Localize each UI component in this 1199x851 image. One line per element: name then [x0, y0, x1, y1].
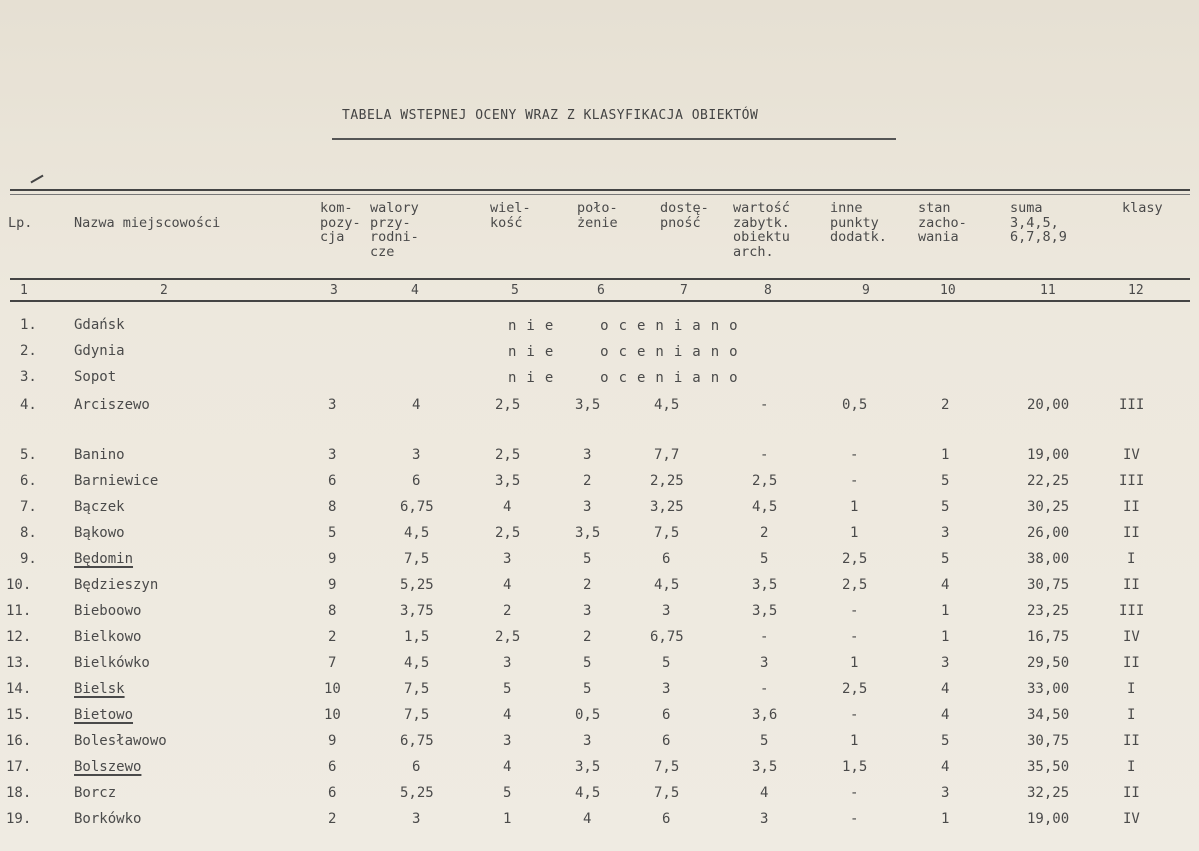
table-cell: 3 — [583, 733, 592, 749]
table-cell: 6 — [328, 759, 337, 775]
table-cell: 9 — [328, 551, 337, 567]
table-cell: 2 — [583, 629, 592, 645]
table-cell: 5 — [503, 681, 512, 697]
table-cell: 5 — [583, 551, 592, 567]
table-cell: 5,25 — [400, 577, 434, 593]
table-cell: 33,00 — [1027, 681, 1070, 697]
table-cell: 5 — [941, 473, 950, 489]
place-name: Bąkowo — [74, 525, 125, 541]
column-header: kom- pozy- cja — [320, 200, 361, 245]
table-cell: 3 — [941, 525, 950, 541]
column-header: stan zacho- wania — [918, 200, 967, 245]
table-cell: 8 — [328, 499, 337, 515]
table-cell: 2,5 — [842, 551, 868, 567]
row-number: 10. — [6, 577, 32, 593]
table-cell: 19,00 — [1027, 811, 1070, 827]
table-cell: 3,75 — [400, 603, 434, 619]
table-cell: 3 — [583, 447, 592, 463]
table-cell: 3,5 — [575, 397, 601, 413]
table-cell: 3,5 — [752, 577, 778, 593]
table-cell: 1,5 — [404, 629, 430, 645]
table-cell: II — [1123, 499, 1140, 515]
row-number: 14. — [6, 681, 32, 697]
place-name: Bielkowo — [74, 629, 142, 645]
row-number: 4. — [20, 397, 37, 413]
table-cell: 2 — [941, 397, 950, 413]
place-name: Arciszewo — [74, 397, 150, 413]
table-cell: 23,25 — [1027, 603, 1070, 619]
column-header: inne punkty dodatk. — [830, 200, 887, 245]
table-cell: 3,6 — [752, 707, 778, 723]
table-cell: 6 — [412, 759, 421, 775]
row-number: 2. — [20, 343, 37, 359]
table-cell: 3,5 — [575, 525, 601, 541]
table-cell: 2 — [328, 629, 337, 645]
pen-mark — [30, 175, 43, 184]
table-cell: 1,5 — [842, 759, 868, 775]
table-cell: I — [1127, 759, 1136, 775]
table-cell: 3 — [760, 811, 769, 827]
column-number: 11 — [1040, 283, 1056, 298]
table-cell: 4,5 — [654, 397, 680, 413]
table-cell: 1 — [941, 447, 950, 463]
table-cell: 32,25 — [1027, 785, 1070, 801]
table-cell: 2,5 — [495, 629, 521, 645]
table-cell: 0,5 — [842, 397, 868, 413]
column-header: poło- żenie — [577, 200, 618, 231]
table-cell: - — [760, 397, 769, 413]
table-cell: 5 — [760, 551, 769, 567]
column-header: suma 3,4,5, 6,7,8,9 — [1010, 200, 1067, 245]
row-number: 5. — [20, 447, 37, 463]
table-cell: 2 — [503, 603, 512, 619]
row-number: 7. — [20, 499, 37, 515]
place-name: Borkówko — [74, 811, 142, 827]
table-cell: 5 — [583, 681, 592, 697]
table-cell: - — [850, 447, 859, 463]
table-cell: 3 — [941, 785, 950, 801]
table-cell: IV — [1123, 811, 1140, 827]
column-number: 2 — [160, 283, 168, 298]
table-cell: 30,75 — [1027, 733, 1070, 749]
title-underline — [332, 138, 896, 140]
column-number: 3 — [330, 283, 338, 298]
table-cell: III — [1119, 473, 1145, 489]
table-cell: II — [1123, 733, 1140, 749]
table-cell: - — [850, 811, 859, 827]
table-top-rule — [10, 189, 1190, 191]
table-cell: 5,25 — [400, 785, 434, 801]
column-header: wiel- kość — [490, 200, 531, 231]
table-cell: 34,50 — [1027, 707, 1070, 723]
table-cell: 2 — [328, 811, 337, 827]
table-cell: 6 — [328, 473, 337, 489]
table-cell: 2 — [583, 473, 592, 489]
place-name: Bolszewo — [74, 759, 142, 775]
table-cell: 9 — [328, 733, 337, 749]
table-cell: 7,5 — [654, 785, 680, 801]
table-cell: 7,5 — [654, 525, 680, 541]
table-cell: 3 — [662, 603, 671, 619]
place-name: Sopot — [74, 369, 117, 385]
table-cell: 3 — [662, 681, 671, 697]
table-cell: 4 — [941, 577, 950, 593]
table-cell: IV — [1123, 447, 1140, 463]
row-number: 8. — [20, 525, 37, 541]
table-cell: 7,7 — [654, 447, 680, 463]
place-name: Banino — [74, 447, 125, 463]
table-cell: 7,5 — [404, 551, 430, 567]
place-name: Bączek — [74, 499, 125, 515]
table-cell: 6,75 — [400, 499, 434, 515]
table-cell: 4 — [941, 681, 950, 697]
column-number: 9 — [862, 283, 870, 298]
place-name: Gdynia — [74, 343, 125, 359]
column-number: 7 — [680, 283, 688, 298]
row-number: 13. — [6, 655, 32, 671]
place-name: Borcz — [74, 785, 117, 801]
column-header: walory przy- rodni- cze — [370, 200, 419, 260]
table-cell: 7 — [328, 655, 337, 671]
table-cell: I — [1127, 707, 1136, 723]
table-cell: 4 — [503, 759, 512, 775]
table-cell: 10 — [324, 681, 341, 697]
row-number: 19. — [6, 811, 32, 827]
place-name: Bietowo — [74, 707, 134, 723]
table-cell: 6,75 — [400, 733, 434, 749]
place-name: Bielsk — [74, 681, 125, 697]
table-cell: 3 — [503, 655, 512, 671]
table-cell: 1 — [850, 525, 859, 541]
row-number: 1. — [20, 317, 37, 333]
table-cell: - — [850, 785, 859, 801]
table-cell: 0,5 — [575, 707, 601, 723]
table-cell: 2,25 — [650, 473, 684, 489]
table-cell: 3 — [328, 447, 337, 463]
table-cell: 4 — [941, 759, 950, 775]
row-number: 6. — [20, 473, 37, 489]
row-number: 17. — [6, 759, 32, 775]
column-header: Lp. — [8, 215, 33, 231]
column-header: wartość zabytk. obiektu arch. — [733, 200, 790, 260]
table-cell: 20,00 — [1027, 397, 1070, 413]
table-cell: 6 — [412, 473, 421, 489]
table-cell: 4 — [583, 811, 592, 827]
table-cell: 4,5 — [752, 499, 778, 515]
table-cell: - — [850, 707, 859, 723]
table-cell: 3 — [583, 603, 592, 619]
table-cell: II — [1123, 525, 1140, 541]
table-cell: 7,5 — [654, 759, 680, 775]
table-cell: 5 — [760, 733, 769, 749]
table-cell: 1 — [850, 499, 859, 515]
row-number: 11. — [6, 603, 32, 619]
column-number: 1 — [20, 283, 28, 298]
table-cell: 4 — [412, 397, 421, 413]
table-cell: 26,00 — [1027, 525, 1070, 541]
table-cell: 2,5 — [495, 397, 521, 413]
table-cell: 19,00 — [1027, 447, 1070, 463]
table-cell: 2,5 — [842, 681, 868, 697]
table-cell: 4 — [503, 499, 512, 515]
table-cell: 3 — [412, 811, 421, 827]
table-cell: 6,75 — [650, 629, 684, 645]
table-cell: 1 — [941, 603, 950, 619]
table-cell: 2,5 — [842, 577, 868, 593]
table-cell: 5 — [941, 551, 950, 567]
header-bottom-rule — [10, 278, 1190, 280]
table-cell: 3,25 — [650, 499, 684, 515]
row-number: 15. — [6, 707, 32, 723]
table-cell: 4,5 — [654, 577, 680, 593]
table-cell: 35,50 — [1027, 759, 1070, 775]
table-cell: 5 — [503, 785, 512, 801]
table-cell: 7,5 — [404, 707, 430, 723]
table-cell: 4 — [941, 707, 950, 723]
not-rated-note: nie oceniano — [508, 318, 748, 334]
table-cell: 3 — [503, 551, 512, 567]
table-cell: - — [760, 447, 769, 463]
table-cell: 5 — [941, 499, 950, 515]
table-cell: - — [760, 681, 769, 697]
place-name: Gdańsk — [74, 317, 125, 333]
place-name: Będzieszyn — [74, 577, 159, 593]
table-cell: 2,5 — [495, 525, 521, 541]
table-cell: 3,5 — [495, 473, 521, 489]
table-cell: 1 — [850, 655, 859, 671]
table-cell: 1 — [941, 629, 950, 645]
table-cell: - — [850, 629, 859, 645]
table-cell: 6 — [662, 551, 671, 567]
table-cell: IV — [1123, 629, 1140, 645]
table-top-rule-2 — [10, 194, 1190, 195]
table-cell: 4 — [503, 577, 512, 593]
table-cell: 4,5 — [404, 525, 430, 541]
table-cell: 3 — [503, 733, 512, 749]
row-number: 12. — [6, 629, 32, 645]
table-cell: 29,50 — [1027, 655, 1070, 671]
column-number: 4 — [411, 283, 419, 298]
table-cell: 6 — [662, 733, 671, 749]
table-cell: 8 — [328, 603, 337, 619]
table-cell: 30,25 — [1027, 499, 1070, 515]
table-cell: 4,5 — [575, 785, 601, 801]
table-cell: 3,5 — [752, 759, 778, 775]
table-cell: 38,00 — [1027, 551, 1070, 567]
row-number: 16. — [6, 733, 32, 749]
table-cell: - — [850, 603, 859, 619]
table-cell: 9 — [328, 577, 337, 593]
table-cell: II — [1123, 655, 1140, 671]
column-number: 6 — [597, 283, 605, 298]
not-rated-note: nie oceniano — [508, 370, 748, 386]
table-cell: 22,25 — [1027, 473, 1070, 489]
table-cell: II — [1123, 785, 1140, 801]
document-title: TABELA WSTEPNEJ OCENY WRAZ Z KLASYFIKACJA OBIEKTÓW — [342, 108, 759, 123]
table-cell: 7,5 — [404, 681, 430, 697]
table-cell: 2,5 — [752, 473, 778, 489]
table-cell: II — [1123, 577, 1140, 593]
table-cell: 3 — [328, 397, 337, 413]
table-cell: 2 — [583, 577, 592, 593]
table-cell: 1 — [941, 811, 950, 827]
place-name: Bieboowo — [74, 603, 142, 619]
column-header: klasy — [1122, 200, 1163, 216]
place-name: Będomin — [74, 551, 134, 567]
table-cell: 3 — [412, 447, 421, 463]
place-name: Bolesławowo — [74, 733, 167, 749]
table-cell: 16,75 — [1027, 629, 1070, 645]
table-cell: 4 — [503, 707, 512, 723]
table-cell: III — [1119, 397, 1145, 413]
table-cell: 1 — [850, 733, 859, 749]
table-cell: - — [850, 473, 859, 489]
table-cell: 3 — [583, 499, 592, 515]
column-header: dostę- pność — [660, 200, 709, 231]
table-cell: 10 — [324, 707, 341, 723]
table-cell: III — [1119, 603, 1145, 619]
table-cell: 6 — [662, 707, 671, 723]
table-cell: 3,5 — [575, 759, 601, 775]
table-cell: 5 — [583, 655, 592, 671]
table-cell: 6 — [662, 811, 671, 827]
place-name: Barniewice — [74, 473, 159, 489]
table-cell: 4 — [760, 785, 769, 801]
table-cell: 5 — [328, 525, 337, 541]
table-cell: 5 — [662, 655, 671, 671]
table-cell: 4,5 — [404, 655, 430, 671]
not-rated-note: nie oceniano — [508, 344, 748, 360]
numbers-bottom-rule — [10, 300, 1190, 302]
row-number: 3. — [20, 369, 37, 385]
column-number: 12 — [1128, 283, 1144, 298]
table-cell: 3 — [760, 655, 769, 671]
table-cell: 5 — [941, 733, 950, 749]
column-number: 8 — [764, 283, 772, 298]
place-name: Bielkówko — [74, 655, 150, 671]
column-number: 10 — [940, 283, 956, 298]
table-cell: 2 — [760, 525, 769, 541]
table-cell: I — [1127, 551, 1136, 567]
table-cell: 3 — [941, 655, 950, 671]
table-cell: - — [760, 629, 769, 645]
table-cell: 3,5 — [752, 603, 778, 619]
table-cell: 6 — [328, 785, 337, 801]
column-number: 5 — [511, 283, 519, 298]
row-number: 18. — [6, 785, 32, 801]
table-cell: 30,75 — [1027, 577, 1070, 593]
table-cell: 2,5 — [495, 447, 521, 463]
table-cell: I — [1127, 681, 1136, 697]
table-cell: 1 — [503, 811, 512, 827]
row-number: 9. — [20, 551, 37, 567]
column-header: Nazwa miejscowości — [74, 215, 221, 231]
